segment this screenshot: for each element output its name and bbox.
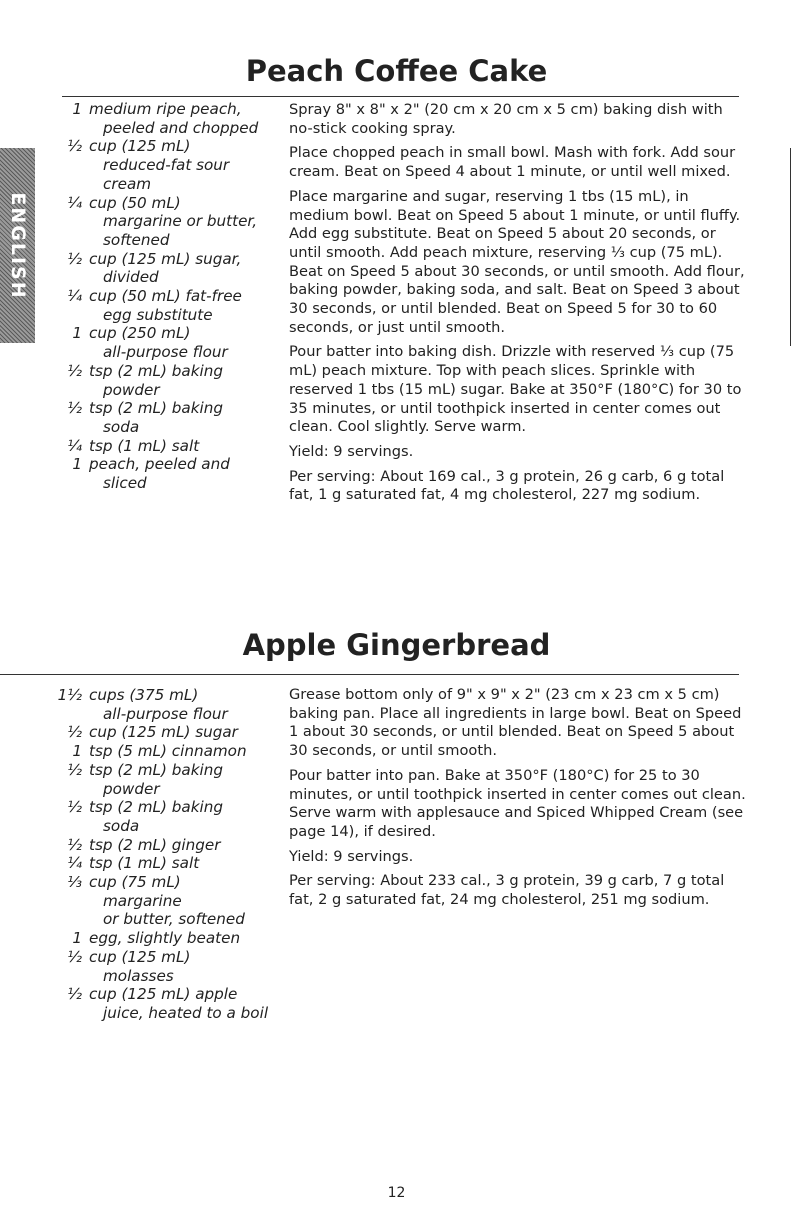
ingredient-item xyxy=(67,835,299,855)
ingredient-text xyxy=(89,250,289,287)
ingredient-item xyxy=(72,455,289,493)
ingredient-line: cup (125 mL) sugar, xyxy=(89,249,242,268)
ingredient-quantity: ½ xyxy=(67,399,82,418)
language-tab-label: ENGLISH xyxy=(6,191,29,300)
ingredient-line: reduced-fat sour xyxy=(103,156,230,175)
ingredient-text xyxy=(89,854,299,873)
ingredient-line: cup (125 mL) apple xyxy=(89,985,238,1004)
ingredient-item xyxy=(67,723,299,742)
recipe-title: Peach Coffee Cake xyxy=(245,54,548,88)
ingredient-line: cup (125 mL) sugar xyxy=(89,723,238,742)
ingredient-text xyxy=(89,100,289,137)
ingredient-text xyxy=(89,929,299,948)
ingredient-item xyxy=(67,436,289,456)
language-tab xyxy=(0,148,35,343)
ingredient-line: cup (125 mL) xyxy=(89,947,191,966)
page-number: 12 xyxy=(387,1185,406,1201)
ingredient-line: softened xyxy=(103,230,170,249)
ingredient-line: cream xyxy=(103,174,152,193)
ingredient-line: tsp (2 mL) baking xyxy=(89,798,223,817)
ingredient-text xyxy=(89,742,299,761)
ingredient-quantity: 1 xyxy=(72,929,82,948)
ingredient-text xyxy=(89,836,299,855)
ingredient-item xyxy=(72,324,289,362)
ingredient-quantity: ½ xyxy=(67,137,82,156)
ingredient-line: cups (375 mL) xyxy=(89,686,199,704)
ingredient-line: cup (250 mL) xyxy=(89,324,191,343)
ingredient-quantity: 1½ xyxy=(57,686,82,704)
ingredient-list xyxy=(67,100,289,493)
ingredient-quantity: ½ xyxy=(67,947,82,966)
title-rule xyxy=(62,96,739,97)
ingredient-item xyxy=(67,249,289,287)
method-paragraph: Pour batter into baking dish. Drizzle with reserved ⅓ cup (75 mL) peach mixture. Top with peach slices. Sprinkle with reserved 1 tbs (15 mL) sugar. Bake at 350°F (180°C) for 30 to 35 minutes, or until toothpick inserted in center comes out clean. Cool slightly. Serve warm. xyxy=(289,343,742,436)
ingredient-item xyxy=(67,760,299,798)
method-paragraph: Place margarine and sugar, reserving 1 tbs (15 mL), in medium bowl. Beat on Speed 5 about 1 minute, or until fluffy. Add egg substitute. Beat on Speed 5 about 20 seconds, or until smooth. Add peach mixture, reserving ⅓ cup (75 mL). Beat on Speed 5 about 30 seconds, or until smooth. Add flour, baking powder, baking soda, and salt. Beat on Speed 3 about 30 seconds, or until blended. Beat on Speed 5 for 30 to 60 seconds, or just until smooth. xyxy=(289,187,745,336)
ingredient-quantity: 1 xyxy=(72,455,82,474)
method-paragraph: Per serving: About 169 cal., 3 g protein, 26 g carb, 6 g total fat, 1 g saturated fat, 4 mg cholesterol, 227 mg sodium. xyxy=(289,467,725,504)
ingredient-text xyxy=(89,137,289,193)
ingredient-line: divided xyxy=(103,268,159,287)
ingredient-text xyxy=(89,686,299,723)
ingredient-line: tsp (2 mL) baking xyxy=(89,361,223,380)
method-paragraph: Spray 8" x 8" x 2" (20 cm x 20 cm x 5 cm) baking dish with no-stick cooking spray. xyxy=(289,101,723,137)
ingredient-item xyxy=(67,985,299,1022)
method-paragraph: Place chopped peach in small bowl. Mash with fork. Add sour cream. Beat on Speed 4 about 1 minute, or until well mixed. xyxy=(289,144,736,181)
ingredient-text xyxy=(89,985,299,1022)
ingredient-quantity: ¼ xyxy=(67,436,82,455)
ingredient-text xyxy=(89,399,289,436)
ingredient-quantity: ½ xyxy=(67,985,82,1004)
ingredient-text xyxy=(89,362,289,399)
ingredient-line: tsp (1 mL) salt xyxy=(89,854,200,873)
ingredient-text xyxy=(89,194,289,250)
method-paragraph: Grease bottom only of 9" x 9" x 2" (23 cm x 23 cm x 5 cm) baking pan. Place all ingredients in large bowl. Beat on Speed 1 about 30 seconds, or until blended. Beat on Speed 5 about 30 seconds, or until smooth. xyxy=(289,686,742,760)
ingredient-item xyxy=(57,686,299,723)
ingredient-text xyxy=(89,324,289,361)
ingredient-line: peach, peeled and xyxy=(89,455,230,474)
ingredient-line: soda xyxy=(103,417,140,436)
ingredient-quantity: ½ xyxy=(67,249,82,268)
method-paragraph: Pour batter into pan. Bake at 350°F (180°C) for 25 to 30 minutes, or until toothpick inserted in center comes out clean. Serve warm with applesauce and Spiced Whipped Cream (see page 14), if desired. xyxy=(289,766,746,840)
ingredient-quantity: 1 xyxy=(72,742,82,761)
ingredient-line: juice, heated to a boil xyxy=(103,1003,269,1022)
ingredient-text xyxy=(89,761,299,798)
ingredient-line: medium ripe peach, xyxy=(89,100,242,118)
ingredient-text xyxy=(89,873,299,929)
ingredient-item xyxy=(67,137,289,193)
ingredient-quantity: ½ xyxy=(67,361,82,380)
ingredient-line: cup (125 mL) xyxy=(89,137,191,156)
ingredient-quantity: ½ xyxy=(67,798,82,817)
ingredient-line: or butter, softened xyxy=(103,910,245,929)
right-edge-line xyxy=(790,148,791,346)
method-text xyxy=(289,686,749,916)
ingredient-text xyxy=(89,948,299,985)
method-text xyxy=(289,101,749,511)
ingredient-line: egg, slightly beaten xyxy=(89,929,241,948)
ingredient-item xyxy=(72,929,299,948)
ingredient-text xyxy=(89,723,299,742)
ingredient-item xyxy=(67,854,299,873)
ingredient-line: peeled and chopped xyxy=(103,118,259,137)
ingredient-item xyxy=(67,947,299,985)
ingredient-text xyxy=(89,455,289,492)
recipe-title: Apple Gingerbread xyxy=(242,628,551,662)
ingredient-line: tsp (2 mL) baking xyxy=(89,760,223,779)
ingredient-quantity: ¼ xyxy=(67,854,82,873)
ingredient-line: tsp (5 mL) cinnamon xyxy=(89,742,247,761)
ingredient-item xyxy=(67,399,289,436)
ingredient-line: tsp (2 mL) ginger xyxy=(89,835,221,854)
ingredient-quantity: ¼ xyxy=(67,193,82,212)
ingredient-item xyxy=(67,193,289,250)
ingredient-quantity: ¼ xyxy=(67,287,82,306)
method-paragraph: Yield: 9 servings. xyxy=(289,442,414,460)
ingredient-text xyxy=(89,287,289,324)
ingredient-item xyxy=(67,873,299,929)
ingredient-item xyxy=(67,287,289,324)
title-rule xyxy=(0,674,739,675)
ingredient-quantity: ⅓ xyxy=(67,873,82,892)
ingredient-line: soda xyxy=(103,816,140,835)
ingredient-item xyxy=(72,742,299,761)
method-paragraph: Yield: 9 servings. xyxy=(289,847,414,865)
ingredient-item xyxy=(67,798,299,835)
ingredient-list xyxy=(57,686,299,1023)
ingredient-quantity: 1 xyxy=(72,324,82,343)
ingredient-quantity: ½ xyxy=(67,723,82,742)
ingredient-item xyxy=(72,100,289,137)
ingredient-line: cup (50 mL) fat-free xyxy=(89,287,242,306)
ingredient-line: tsp (1 mL) salt xyxy=(89,436,200,455)
ingredient-text xyxy=(89,437,289,456)
ingredient-quantity: ½ xyxy=(67,835,82,854)
ingredient-quantity: ½ xyxy=(67,760,82,779)
ingredient-line: sliced xyxy=(103,474,147,493)
ingredient-line: cup (75 mL) xyxy=(89,873,181,892)
method-paragraph: Per serving: About 233 cal., 3 g protein, 39 g carb, 7 g total fat, 2 g saturated fat, 24 mg cholesterol, 251 mg sodium. xyxy=(289,872,725,909)
ingredient-line: powder xyxy=(103,779,160,798)
ingredient-line: all-purpose flour xyxy=(103,704,228,723)
ingredient-line: powder xyxy=(103,380,160,399)
ingredient-line: molasses xyxy=(103,966,174,985)
ingredient-line: tsp (2 mL) baking xyxy=(89,399,223,418)
ingredient-line: all-purpose flour xyxy=(103,343,228,362)
ingredient-quantity: 1 xyxy=(72,100,82,118)
ingredient-item xyxy=(67,361,289,399)
ingredient-text xyxy=(89,798,299,835)
ingredient-line: margarine or butter, xyxy=(103,212,258,231)
ingredient-line: egg substitute xyxy=(103,305,213,324)
ingredient-line: cup (50 mL) xyxy=(89,193,181,212)
ingredient-line: margarine xyxy=(103,891,182,910)
